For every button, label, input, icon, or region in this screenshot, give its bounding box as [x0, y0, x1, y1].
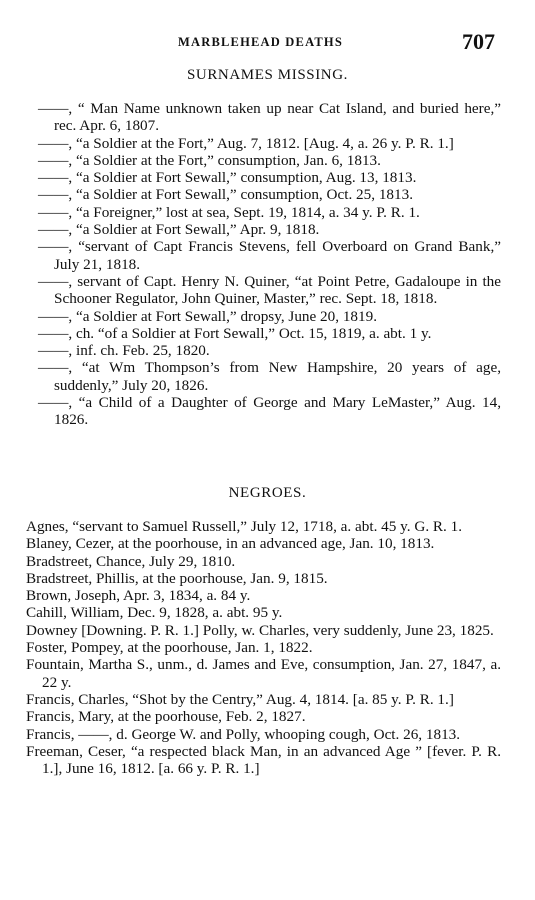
list-item: ——, “a Child of a Daughter of George and Mary LeMaster,” Aug. 14, 1826.	[38, 394, 501, 429]
list-item: Francis, Charles, “Shot by the Centry,” Aug. 4, 1814. [a. 85 y. P. R. 1.]	[26, 690, 454, 708]
list-item: ——, “servant of Capt Francis Stevens, fell Overboard on Grand Bank,” July 21, 1818.	[38, 238, 501, 273]
list-item: ——, “a Soldier at Fort Sewall,” Apr. 9, 1818.	[38, 221, 320, 239]
list-item: Bradstreet, Phillis, at the poorhouse, Jan. 9, 1815.	[26, 569, 328, 587]
negroes-list	[0, 518, 535, 777]
list-item: Freeman, Ceser, “a respected black Man, in an advanced Age ” [fever. P. R. 1.], June 16, 1812. [a. 66 y. P. R. 1.]	[26, 742, 501, 778]
list-item: ——, “a Soldier at Fort Sewall,” consumption, Aug. 13, 1813.	[38, 169, 417, 187]
running-head	[0, 29, 535, 55]
list-item: ——, ch. “of a Soldier at Fort Sewall,” Oct. 15, 1819, a. abt. 1 y.	[38, 324, 432, 342]
list-item: ——, “ Man Name unknown taken up near Cat Island, and buried here,” rec. Apr. 6, 1807.	[38, 100, 501, 135]
list-item: Agnes, “servant to Samuel Russell,” July 12, 1718, a. abt. 45 y. G. R. 1.	[26, 518, 463, 535]
list-item: Brown, Joseph, Apr. 3, 1834, a. 84 y.	[26, 587, 251, 605]
list-item: Foster, Pompey, at the poorhouse, Jan. 1, 1822.	[26, 639, 313, 657]
running-title: MARBLEHEAD DEATHS	[178, 35, 343, 49]
list-item: ——, servant of Capt. Henry N. Quiner, “at Point Petre, Gadaloupe in the Schooner Regulator, John Quiner, Master,” rec. Sept. 18, 1818.	[38, 272, 501, 308]
list-item: Cahill, William, Dec. 9, 1828, a. abt. 95 y.	[26, 604, 283, 622]
list-item: ——, inf. ch. Feb. 25, 1820.	[38, 342, 210, 360]
list-item: ——, “a Soldier at the Fort,” Aug. 7, 1812. [Aug. 4, a. 26 y. P. R. 1.]	[38, 134, 454, 152]
list-item: Blaney, Cezer, at the poorhouse, in an advanced age, Jan. 10, 1813.	[26, 535, 435, 553]
section-heading-surnames-missing: SURNAMES MISSING.	[186, 67, 349, 83]
section-heading-negroes: NEGROES.	[228, 485, 307, 501]
list-item: ——, “a Soldier at Fort Sewall,” dropsy, June 20, 1819.	[38, 307, 377, 325]
surnames-missing-list	[0, 100, 535, 429]
list-item: Bradstreet, Chance, July 29, 1810.	[26, 552, 236, 570]
list-item: ——, “at Wm Thompson’s from New Hampshire, 20 years of age, suddenly,” July 20, 1826.	[38, 359, 501, 394]
list-item: Francis, ——, d. George W. and Polly, whooping cough, Oct. 26, 1813.	[26, 725, 461, 743]
list-item: ——, “a Soldier at Fort Sewall,” consumption, Oct. 25, 1813.	[38, 186, 413, 204]
page-number: 707	[462, 29, 495, 54]
list-item: Francis, Mary, at the poorhouse, Feb. 2, 1827.	[26, 708, 306, 726]
list-item: ——, “a Foreigner,” lost at sea, Sept. 19, 1814, a. 34 y. P. R. 1.	[38, 203, 420, 221]
list-item: Downey [Downing. P. R. 1.] Polly, w. Charles, very suddenly, June 23, 1825.	[26, 621, 494, 639]
list-item: ——, “a Soldier at the Fort,” consumption, Jan. 6, 1813.	[38, 151, 381, 169]
list-item: Fountain, Martha S., unm., d. James and Eve, consumption, Jan. 27, 1847, a. 22 y.	[26, 656, 501, 691]
